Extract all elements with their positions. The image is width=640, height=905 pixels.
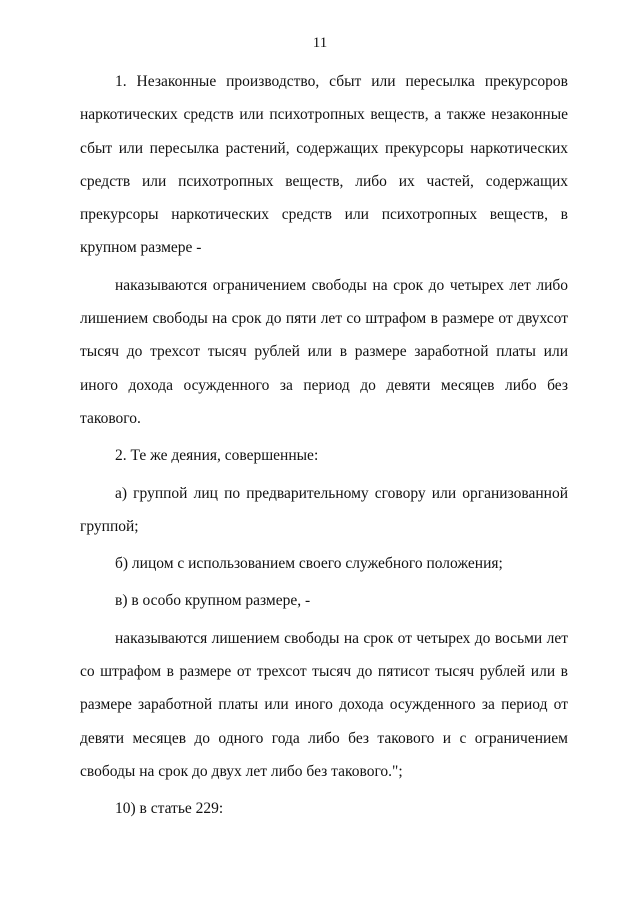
paragraph-item-b: б) лицом с использованием своего служебного положения; [115, 555, 503, 573]
paragraph-part-2: 2. Те же деяния, совершенные: [115, 447, 319, 465]
paragraph-penalty-2: наказываются лишением свободы на срок от четырех до восьми лет со штрафом в размере от трехсот тысяч до пятисот тысяч рублей или в размере заработной платы или иного дохода осужденного за период от девяти месяцев до одного года либо без такового и с ограничением свободы на срок до двух лет либо без такового."; [80, 629, 568, 780]
paragraph-part-1: 1. Незаконные производство, сбыт или пересылка прекурсоров наркотических средств или психотропных веществ, а также незаконные сбыт или пересылка растений, содержащих прекурсоры наркотических средств или психотропных веществ, либо их частей, содержащих прекурсоры наркотических средств или психотропных веществ, в крупном размере - [80, 73, 568, 257]
page-number: 11 [312, 35, 328, 51]
paragraph-penalty-1: наказываются ограничением свободы на срок до четырех лет либо лишением свободы на срок до пяти лет со штрафом в размере от двухсот тысяч до трехсот тысяч рублей или в размере заработной платы или иного дохода осужденного за период до девяти месяцев либо без такового. [80, 276, 568, 427]
paragraph-article-229: 10) в статье 229: [115, 800, 224, 818]
paragraph-item-v: в) в особо крупном размере, - [115, 592, 311, 610]
document-body [80, 65, 568, 830]
paragraph-item-a: а) группой лиц по предварительному сговору или организованной группой; [80, 484, 568, 535]
